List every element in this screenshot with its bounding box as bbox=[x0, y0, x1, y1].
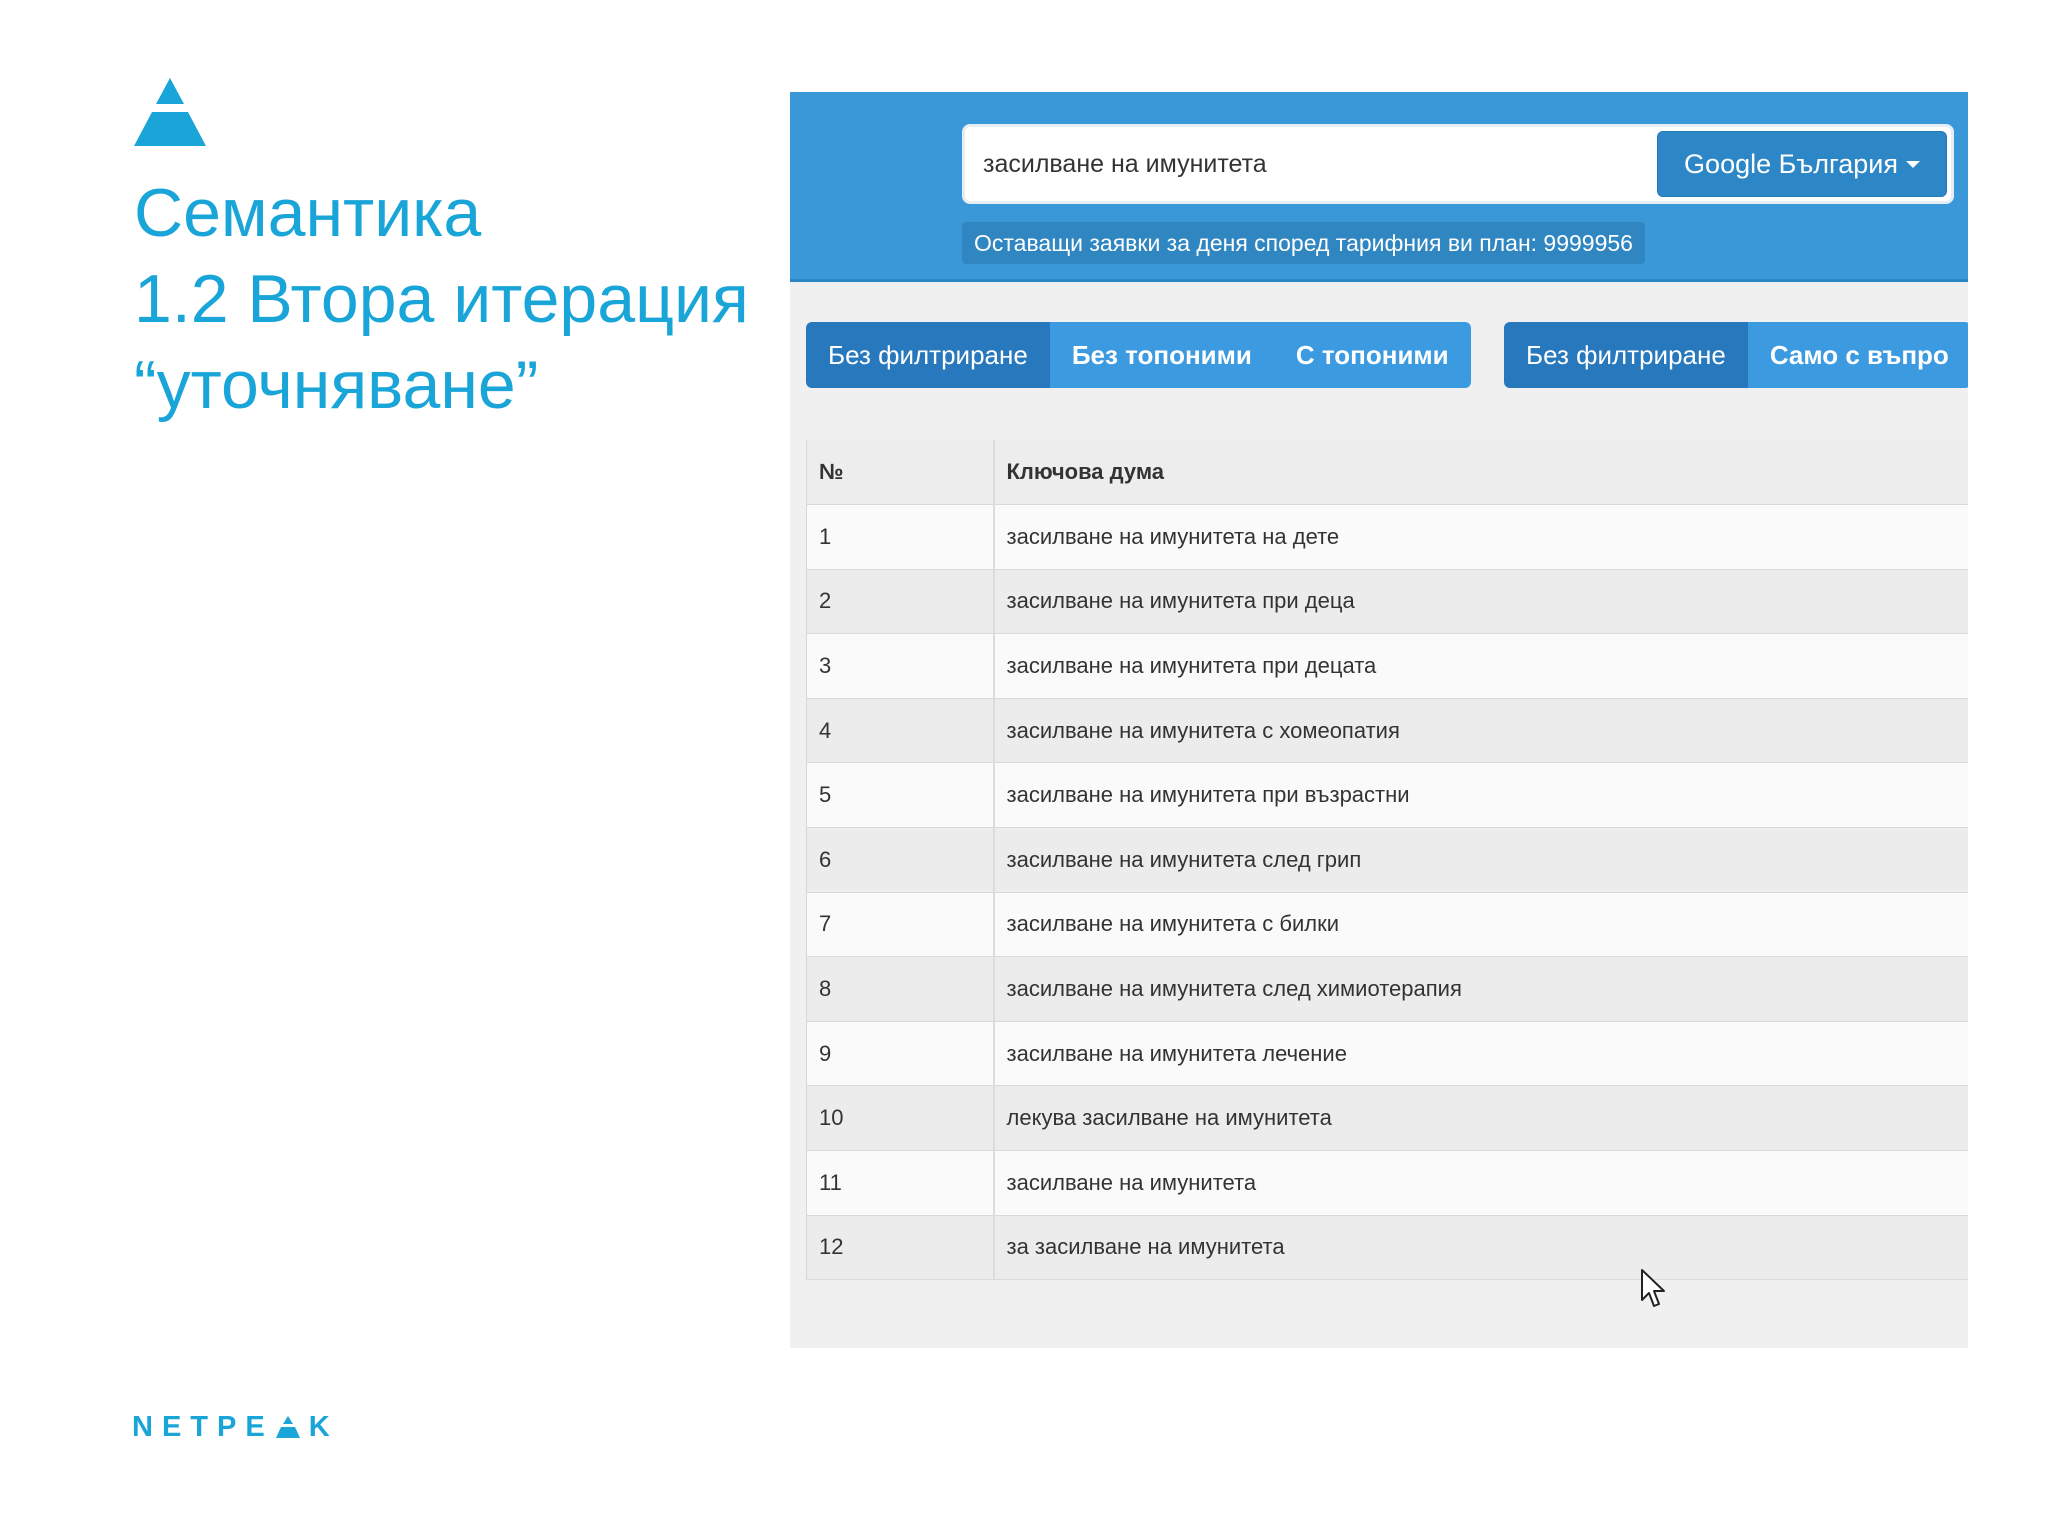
filter-none-button[interactable]: Без филтриране bbox=[806, 322, 1050, 388]
row-num: 12 bbox=[807, 1215, 994, 1280]
row-num: 4 bbox=[807, 698, 994, 763]
netpeak-brand bbox=[132, 1411, 339, 1444]
search-header bbox=[790, 92, 1968, 282]
question-filter-group bbox=[1504, 322, 1968, 388]
column-header-keyword[interactable]: Ключова дума bbox=[994, 440, 1969, 505]
table-row bbox=[807, 828, 1969, 893]
caret-down-icon bbox=[1906, 161, 1920, 168]
row-keyword: засилване на имунитета при децата bbox=[994, 634, 1969, 699]
row-keyword: засилване на имунитета bbox=[994, 1151, 1969, 1216]
table-row bbox=[807, 957, 1969, 1022]
row-num: 7 bbox=[807, 892, 994, 957]
search-engine-label: Google България bbox=[1684, 148, 1898, 179]
filter-none-button-2[interactable]: Без филтриране bbox=[1504, 322, 1748, 388]
slide-title bbox=[134, 170, 749, 428]
table-row bbox=[807, 505, 1969, 570]
row-num: 11 bbox=[807, 1151, 994, 1216]
table-row bbox=[807, 763, 1969, 828]
row-keyword: за засилване на имунитета bbox=[994, 1215, 1969, 1280]
search-box bbox=[962, 124, 1954, 204]
row-keyword: лекува засилване на имунитета bbox=[994, 1086, 1969, 1151]
app-screenshot-panel bbox=[790, 92, 1968, 1348]
slide-title-line-3: “уточняване” bbox=[134, 347, 539, 423]
filter-questions-only-button[interactable]: Само с въпро bbox=[1748, 322, 1968, 388]
toponym-filter-group bbox=[806, 322, 1471, 388]
row-num: 1 bbox=[807, 505, 994, 570]
table-row bbox=[807, 698, 1969, 763]
row-keyword: засилване на имунитета лечение bbox=[994, 1021, 1969, 1086]
filter-with-toponyms-button[interactable]: С топоними bbox=[1274, 322, 1471, 388]
table-row bbox=[807, 1086, 1969, 1151]
table-row bbox=[807, 569, 1969, 634]
keywords-table bbox=[806, 440, 1968, 1280]
search-input[interactable] bbox=[979, 127, 1659, 201]
row-keyword: засилване на имунитета с хомеопатия bbox=[994, 698, 1969, 763]
table-row bbox=[807, 1021, 1969, 1086]
row-keyword: засилване на имунитета на дете bbox=[994, 505, 1969, 570]
table-row bbox=[807, 1151, 1969, 1216]
row-num: 3 bbox=[807, 634, 994, 699]
netpeak-logo-icon bbox=[134, 78, 206, 146]
quota-label: Оставащи заявки за деня според тарифния ви план: 9999956 bbox=[962, 222, 1645, 264]
slide-title-line-2: 1.2 Втора итерация bbox=[134, 261, 749, 337]
row-num: 6 bbox=[807, 828, 994, 893]
row-keyword: засилване на имунитета при възрастни bbox=[994, 763, 1969, 828]
brand-a-icon bbox=[276, 1416, 300, 1438]
row-keyword: засилване на имунитета с билки bbox=[994, 892, 1969, 957]
mouse-cursor-icon bbox=[1640, 1268, 1668, 1310]
table-row bbox=[807, 1215, 1969, 1280]
row-num: 10 bbox=[807, 1086, 994, 1151]
row-num: 2 bbox=[807, 569, 994, 634]
filter-no-toponyms-button[interactable]: Без топоними bbox=[1050, 322, 1274, 388]
search-engine-dropdown[interactable] bbox=[1657, 131, 1947, 197]
table-row bbox=[807, 634, 1969, 699]
row-num: 8 bbox=[807, 957, 994, 1022]
row-num: 9 bbox=[807, 1021, 994, 1086]
brand-text-left: NETPE bbox=[132, 1411, 274, 1443]
slide-title-line-1: Семантика bbox=[134, 175, 482, 251]
row-num: 5 bbox=[807, 763, 994, 828]
row-keyword: засилване на имунитета след химиотерапия bbox=[994, 957, 1969, 1022]
table-header-row bbox=[807, 440, 1969, 505]
brand-text-right: K bbox=[308, 1411, 339, 1443]
row-keyword: засилване на имунитета след грип bbox=[994, 828, 1969, 893]
column-header-num[interactable]: № bbox=[807, 440, 994, 505]
row-keyword: засилване на имунитета при деца bbox=[994, 569, 1969, 634]
table-row bbox=[807, 892, 1969, 957]
